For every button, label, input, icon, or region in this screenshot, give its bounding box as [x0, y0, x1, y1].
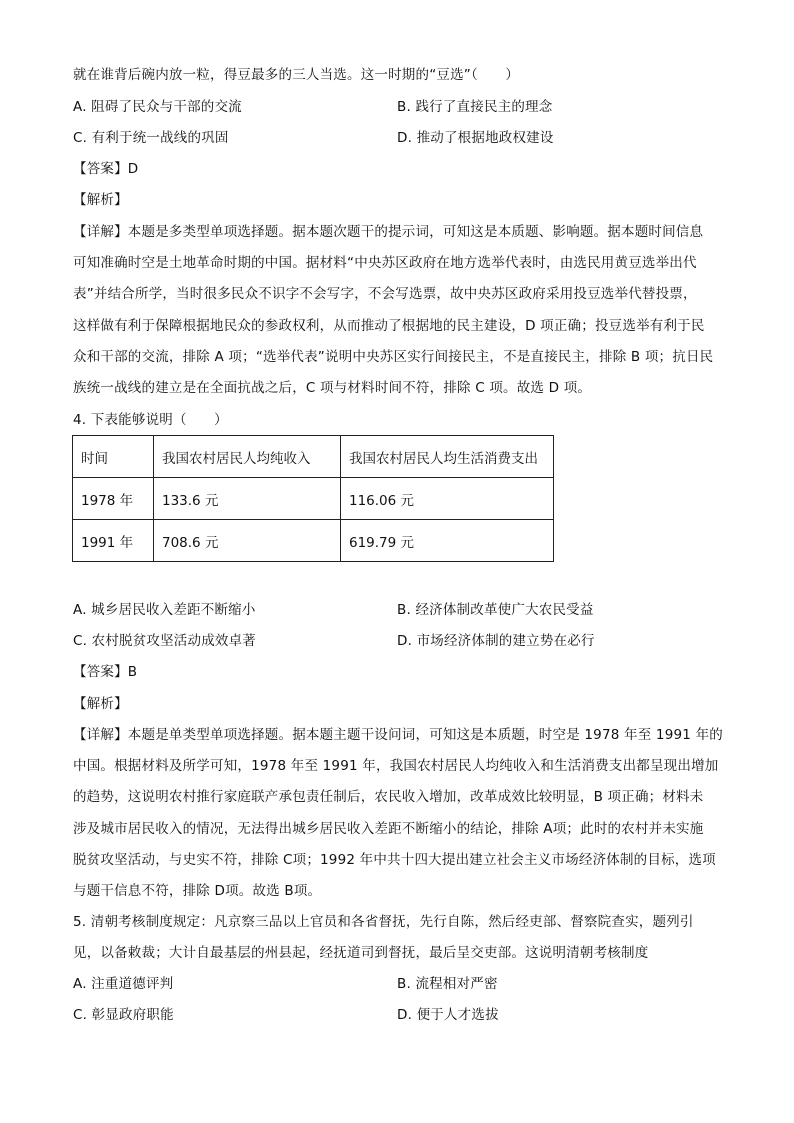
- q3-answer: 【答案】D: [73, 161, 139, 177]
- q3-detail-line: 【详解】本题是多类型单项选择题。据本题次题干的提示词，可知这是本质题、影响题。据本题时间信息: [73, 224, 704, 240]
- q3-detail-line: 族统一战线的建立是在全面抗战之后，C 项与材料时间不符，排除 C 项。故选 D 项。: [73, 380, 592, 396]
- q4-option-b: B. 经济体制改革使广大农民受益: [397, 602, 594, 618]
- q3-option-c: C. 有利于统一战线的巩固: [73, 130, 229, 146]
- table-header-cell: 我国农村居民人均生活消费支出: [341, 436, 554, 478]
- table-row: [73, 520, 554, 562]
- q4-detail-line: 涉及城市居民收入的情况，无法得出城乡居民收入差距不断缩小的结论，排除 A项；此时的农村并未实施: [73, 821, 704, 837]
- q5-stem-line: 5. 清朝考核制度规定：凡京察三品以上官员和各省督抚，先行自陈，然后经吏部、督察院查实，题列引: [73, 914, 694, 930]
- q3-detail-line: 众和干部的交流，排除 A 项；“选举代表”说明中央苏区实行间接民主，不是直接民主，排除 B 项；抗日民: [73, 349, 714, 365]
- table-row: [73, 478, 554, 520]
- table-header-cell: 时间: [73, 436, 154, 478]
- q3-option-b: B. 践行了直接民主的理念: [397, 99, 553, 115]
- q4-detail-line: 【详解】本题是单类型单项选择题。据本题主题干设问词，可知这是本质题，时空是 1978 年至 1991 年的: [73, 727, 723, 743]
- q5-option-b: B. 流程相对严密: [397, 976, 498, 992]
- table-cell: 133.6 元: [154, 478, 341, 520]
- q3-detail-line: 表”并结合所学，当时很多民众不识字不会写字，不会写选票，故中央苏区政府采用投豆选举代替投票，: [73, 286, 697, 302]
- q5-option-a: A. 注重道德评判: [73, 976, 174, 992]
- table-header-cell: 我国农村居民人均纯收入: [154, 436, 341, 478]
- q3-detail-line: 这样做有利于保障根据地民众的参政权利，从而推动了根据地的民主建设，D 项正确；投豆选举有利于民: [73, 318, 705, 334]
- q4-detail-line: 与题干信息不符，排除 D项。故选 B项。: [73, 883, 322, 899]
- q3-stem-end: 就在谁背后碗内放一粒，得豆最多的三人当选。这一时期的“豆选”（ ）: [73, 67, 520, 83]
- table-cell: 116.06 元: [341, 478, 554, 520]
- q4-answer: 【答案】B: [73, 664, 138, 680]
- q4-detail-line: 的趋势，这说明农村推行家庭联产承包责任制后，农民收入增加，改革成效比较明显，B 项正确；材料未: [73, 789, 704, 805]
- table-cell: 708.6 元: [154, 520, 341, 562]
- q3-option-d: D. 推动了根据地政权建设: [397, 130, 554, 146]
- table-cell: 1991 年: [73, 520, 154, 562]
- q5-option-c: C. 彰显政府职能: [73, 1007, 174, 1023]
- q5-stem-line: 见，以备敕裁；大计自最基层的州县起，经抚道司到督抚，最后呈交吏部。这说明清朝考核制度: [73, 945, 649, 961]
- q4-detail-line: 脱贫攻坚活动，与史实不符，排除 C项；1992 年中共十四大提出建立社会主义市场经济体制的目标，选项: [73, 852, 716, 868]
- q3-detail-line: 可知准确时空是土地革命时期的中国。据材料“中央苏区政府在地方选举代表时，由选民用黄豆选举出代: [73, 255, 697, 271]
- q4-detail-line: 中国。根据材料及所学可知，1978 年至 1991 年，我国农村居民人均纯收入和生活消费支出都呈现出增加: [73, 758, 719, 774]
- q4-stem: 4. 下表能够说明（ ）: [73, 412, 228, 428]
- q5-option-d: D. 便于人才选拔: [397, 1007, 499, 1023]
- q4-option-c: C. 农村脱贫攻坚活动成效卓著: [73, 633, 257, 649]
- table-cell: 619.79 元: [341, 520, 554, 562]
- q4-option-d: D. 市场经济体制的建立势在必行: [397, 633, 595, 649]
- q3-option-a: A. 阻碍了民众与干部的交流: [73, 99, 242, 115]
- table-cell: 1978 年: [73, 478, 154, 520]
- q4-analysis-label: 【解析】: [73, 696, 128, 712]
- q4-data-table: [72, 435, 554, 562]
- table-header-row: [73, 436, 554, 478]
- q4-option-a: A. 城乡居民收入差距不断缩小: [73, 602, 256, 618]
- q3-analysis-label: 【解析】: [73, 192, 128, 208]
